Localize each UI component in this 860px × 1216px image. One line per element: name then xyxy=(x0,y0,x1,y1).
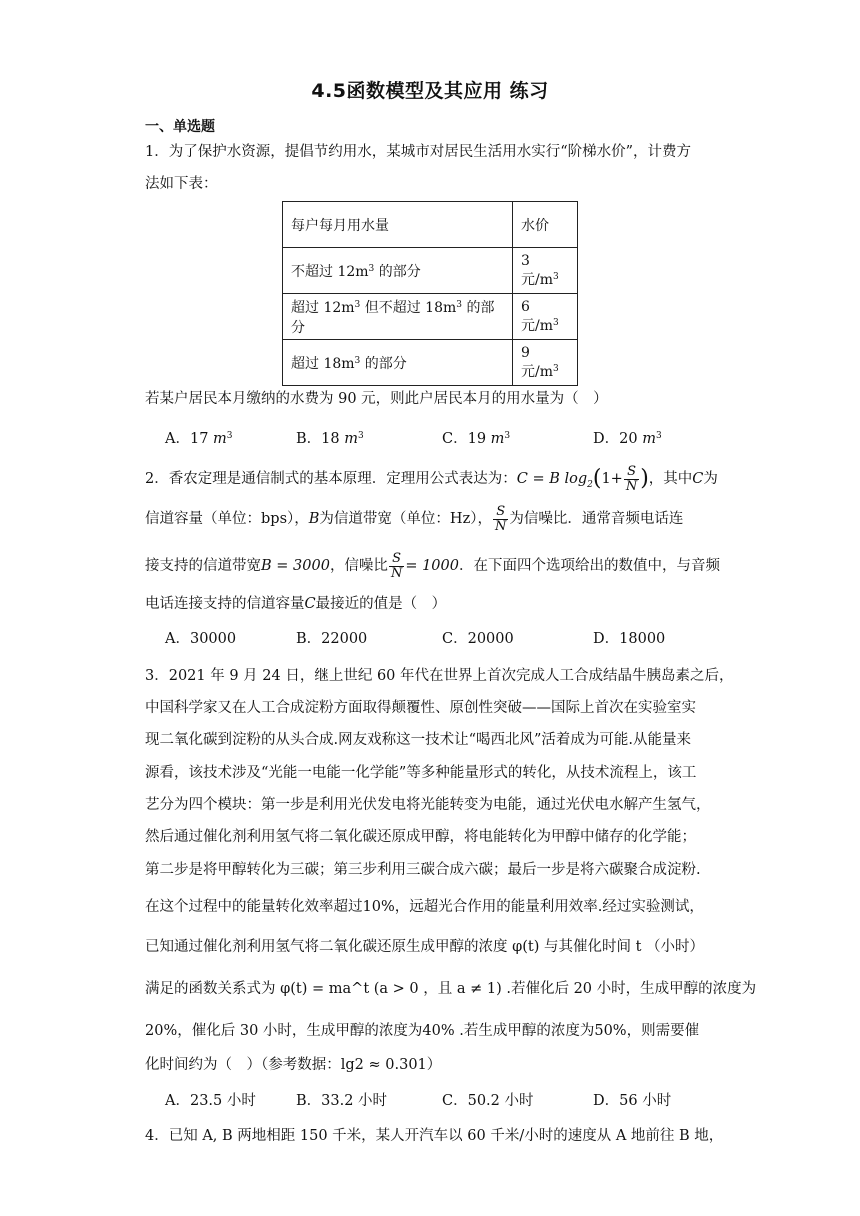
q3-text-line: 满足的函数关系式为 φ(t) = ma^t (a > 0 ，且 a ≠ 1) .若催化后 20 小时，生成甲醇的浓度为 xyxy=(145,981,757,997)
q2-text-line-3: 接支持的信道带宽B = 3000，信噪比 $\frac{S}{N}$ = 1000．在下面四个选项给出的数值中，与音频 xyxy=(145,550,720,581)
table-row xyxy=(283,202,578,248)
q3-text-line: 第二步是将甲醇转化为三碳；第三步利用三碳合成六碳；最后一步是将六碳聚合成淀粉. xyxy=(145,862,701,878)
q4-text-line-1: 4．已知 A, B 两地相距 150 千米，某人开汽车以 60 千米/小时的速度从 A 地前往 B 地， xyxy=(145,1128,724,1144)
q3-text-line: 已知通过催化剂利用氢气将二氧化碳还原生成甲醇的浓度 φ(t) 与其催化时间 t （小时） xyxy=(145,939,705,955)
q1-option-a[interactable]: A．17 $m^3$ xyxy=(165,431,233,447)
q2-option-c[interactable]: C．20000 xyxy=(442,631,514,647)
table-cell: 不超过 $12m^3$ 的部分 xyxy=(283,248,513,294)
table-cell: 超过 $18m^3$ 的部分 xyxy=(283,340,513,386)
table-row xyxy=(283,248,578,294)
q1-option-c[interactable]: C．19 $m^3$ xyxy=(442,431,511,447)
q3-text-line: 在这个过程中的能量转化效率超过10%，远超光合作用的能量利用效率.经过实验测试， xyxy=(145,899,704,915)
table-row xyxy=(283,294,578,340)
q2-option-b[interactable]: B．22000 xyxy=(296,631,368,647)
q3-text-line: 中国科学家又在人工合成淀粉方面取得颠覆性、原创性突破——国际上首次在实验室实 xyxy=(145,700,696,716)
table-cell: 9 元$/m^3$ xyxy=(513,340,578,386)
table-cell: 6 元$/m^3$ xyxy=(513,294,578,340)
q1-text-line-2: 法如下表： xyxy=(145,176,218,192)
q1-text-line-1: 1．为了保护水资源，提倡节约用水，某城市对居民生活用水实行“阶梯水价”，计费方 xyxy=(145,144,692,160)
q3-option-c[interactable]: C．50.2 小时 xyxy=(442,1093,534,1109)
table-header-cell: 水价 xyxy=(513,202,578,248)
q2-text-line-4: 电话连接支持的信道容量C最接近的值是（ ） xyxy=(145,596,447,612)
q3-text-line: 20%，催化后 30 小时，生成甲醇的浓度为40% .若生成甲醇的浓度为50%，则需要催 xyxy=(145,1023,700,1039)
water-price-table xyxy=(282,201,578,386)
q3-text-line: 然后通过催化剂利用氢气将二氧化碳还原成甲醇，将电能转化为甲醇中储存的化学能； xyxy=(145,829,696,845)
q3-option-d[interactable]: D．56 小时 xyxy=(593,1093,672,1109)
q3-text-line: 艺分为四个模块：第一步是利用光伏发电将光能转变为电能，通过光伏电水解产生氢气， xyxy=(145,797,711,813)
q2-text-line-1: 2．香农定理是通信制式的基本原理．定理用公式表达为：C = B $\log_2(1+$ $\frac{S}{N}$ )，其中C为 xyxy=(145,463,718,494)
q2-text-line-2: 信道容量（单位：bps），B为信道带宽（单位：Hz）， $\frac{S}{N}$ 为信噪比．通常音频电话连 xyxy=(145,503,684,534)
shannon-formula: C = B $\log_2$ xyxy=(516,471,593,490)
q3-option-a[interactable]: A．23.5 小时 xyxy=(165,1093,256,1109)
q2-option-a[interactable]: A．30000 xyxy=(165,631,237,647)
q3-text-line: 源看，该技术涉及“光能一电能一化学能”等多种能量形式的转化，从技术流程上，该工 xyxy=(145,765,697,781)
table-cell: 3 元$/m^3$ xyxy=(513,248,578,294)
q3-text-line: 现二氧化碳到淀粉的从头合成.网友戏称这一技术让“喝西北风”活着成为可能.从能量来 xyxy=(145,732,692,748)
q3-text-line: 3．2021 年 9 月 24 日，继上世纪 60 年代在世界上首次完成人工合成结晶牛胰岛素之后， xyxy=(145,668,734,684)
q1-question: 若某户居民本月缴纳的水费为 90 元，则此户居民本月的用水量为（ ） xyxy=(145,391,608,407)
q3-option-b[interactable]: B．33.2 小时 xyxy=(296,1093,388,1109)
section-heading: 一、单选题 xyxy=(145,119,215,135)
q2-option-d[interactable]: D．18000 xyxy=(593,631,666,647)
q1-option-b[interactable]: B．18 $m^3$ xyxy=(296,431,364,447)
table-header-cell: 每户每月用水量 xyxy=(283,202,513,248)
q1-option-d[interactable]: D．20 $m^3$ xyxy=(593,431,662,447)
q3-text-line: 化时间约为（ ）（参考数据：lg2 ≈ 0.301） xyxy=(145,1057,442,1073)
page-title: 4.5函数模型及其应用 练习 xyxy=(311,80,549,102)
table-cell: 超过 $12m^3$ 但不超过 $18m^3$ 的部分 xyxy=(283,294,513,340)
table-row xyxy=(283,340,578,386)
